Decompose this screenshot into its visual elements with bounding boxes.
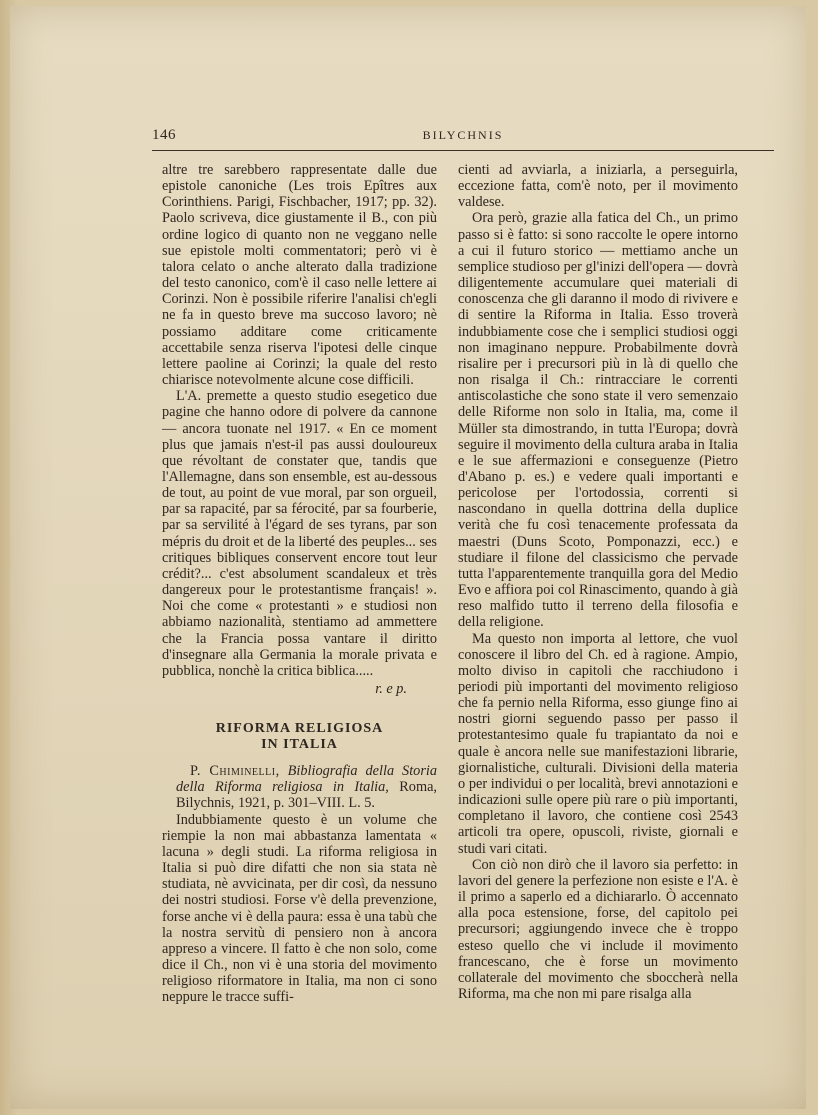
right-paragraph-3: Ma questo non importa al lettore, che vuol conoscere il libro del Ch. ed à ragione. Ampio, molto diviso in capitoli che racchiudono i periodi più importanti del movimento religioso che fa pernio nella Riforma, esso giunge fino ai nostri giorni seguendo passo per passo il protestantesimo quale fu trapiantato da noi e quale è ancora nelle sue manifestazioni librarie, giornalistiche, culturali. Divisioni della materia o per individui o per località, brevi annotazioni e indicazioni sulle opere più rare o più importanti, completano il lavoro, che contiene così 2543 articoli tra opere, opuscoli, riviste, giornali e studi vari citati. [458,630,738,857]
running-head: BILYCHNIS [422,128,504,142]
section-title-line-1: RIFORMA RELIGIOSA [215,721,384,737]
right-column [458,162,738,1002]
journal-page [10,6,806,1109]
biblio-author: P. Chiminelli, [190,763,280,780]
review-signature: r. e p. [375,681,407,697]
left-paragraph-1: altre tre sarebbero rappresentate dalle due epistole canoniche (Les trois Epîtres aux Corinthiens. Parigi, Fischbacher, 1917; pp. 32). Paolo scriveva, dice giustamente il B., con più ordine logico di quanto non ne veggano nelle sue epistole molti commentatori; però vi è talora celato o anche alterato dalla tradizione del testo canonico, com'è il caso nelle lettere ai Corinzi. Non è possibile riferire l'analisi ch'egli ne fa in questo breve ma succoso lavoro; nè possiamo additare come criticamente accettabile senza riserva l'ipotesi delle cinque lettere paoline ai Corinzi; la quale del resto chiarisce notevolmente alcune cose difficili. [162,162,437,389]
page-header [152,124,774,150]
left-paragraph-2: L'A. premette a questo studio esegetico due pagine che hanno odore di polvere da cannone — ancora tuonate nel 1917. « En ce moment plus que jamais n'est-il pas aussi douloureux que révoltant de constater que, tandis que l'Allemagne, dans son ensemble, est au-dessous de tout, au point de vue moral, par son orgueil, par sa rapacité, par sa férocité, par sa fourberie, par sa servilité à l'égard de ses tyrans, par son mépris du droit et de la liberté des peuples... ses critiques bibliques conservent encore tout leur crédit?... c'est absolument scandaleux et très dangereux pour le protestantisme français! ». Noi che come « protestanti » e studiosi non abbiamo nazionalità, stentiamo ad ammettere che la Francia possa vantare il diritto d'insegnare alla Germania la morale privata e pubblica, nonchè la critica biblica..... [162,388,437,679]
left-column [162,162,437,1006]
section-title-line-2: IN ITALIA [261,737,338,753]
right-paragraph-4: Con ciò non dirò che il lavoro sia perfetto: in lavori del genere la perfezione non esiste e l'A. è il primo a saperlo ed a dichiararlo. Ò accennato alla poca estensione, forse, del capitolo pei precursori; aggiungendo invece che è troppo esteso quello che vi include il movimento francescano, che è forse un movimento collaterale del movimento che sboccherà nella Riforma, ma che non mi pare risalga alla [458,856,738,1002]
biblio-title: Bibliografia della Storia della Riforma religiosa in Italia, [176,763,438,796]
page-number: 146 [152,127,176,143]
right-paragraph-1: cienti ad avviarla, a iniziarla, a perseguirla, eccezione fatta, com'è noto, per il movimento valdese. [458,162,738,211]
right-paragraph-2: Ora però, grazie alla fatica del Ch., un primo passo si è fatto: si sono raccolte le opere intorno a cui il futuro storico — mettiamo anche un semplice studioso per gl'inizi dell'opera — dovrà diligentemente accumulare quei materiali di conoscenza che gli daranno il modo di rivivere e di sentire la Riforma in Italia. Esso troverà indubbiamente cose che i semplici studiosi oggi non imaginano neppure. Probabilmente dovrà risalire per i precursori più in là di quello che non risalga il Ch.: rintracciare le correnti antiscolastiche che sono state il vero semenzaio delle Riforme non solo in Italia, ma, come il Müller sta dimostrando, in tutta l'Europa; dovrà seguire il movimento della cultura araba in Italia e le sue affermazioni e conseguenze (Pietro d'Abano p. es.) e vedere quali importanti e pericolose per l'ortodossia, correnti si nascondano in quella dottrina della duplice verità che fu così tenacemente professata da maestri (Duns Scoto, Pomponazzi, ecc.) e studiare il filone del classicismo che pervade tutta l'apparentemente tranquilla gora del Medio Evo e affiora poi col Rinascimento, quando à già reso malfido tutto il terreno della filosofia e della religione. [458,210,738,631]
bibliographic-entry [162,763,437,811]
section-title [162,721,437,753]
biblio-details: Roma, Bilychnis, 1921, p. 301–VIII. L. 5. [176,779,437,812]
left-paragraph-3: Indubbiamente questo è un volume che riempie la non mai abbastanza lamentata « lacuna » degli studi. La riforma religiosa in Italia si può dire difatti che non sia stata nè studiata, nè avvicinata, per dir così, da nessuno dei nostri studiosi. Forse v'è della prevenzione, forse anche vi è della paura: essa è una tabù che la nostra servitù di pensiero non à ancora appreso a vincere. Il fatto è che non solo, come dice il Ch., non vi è una storia del movimento religioso riformatore in Italia, ma non ci sono neppure le tracce suffi- [162,811,437,1006]
header-rule [152,150,774,151]
